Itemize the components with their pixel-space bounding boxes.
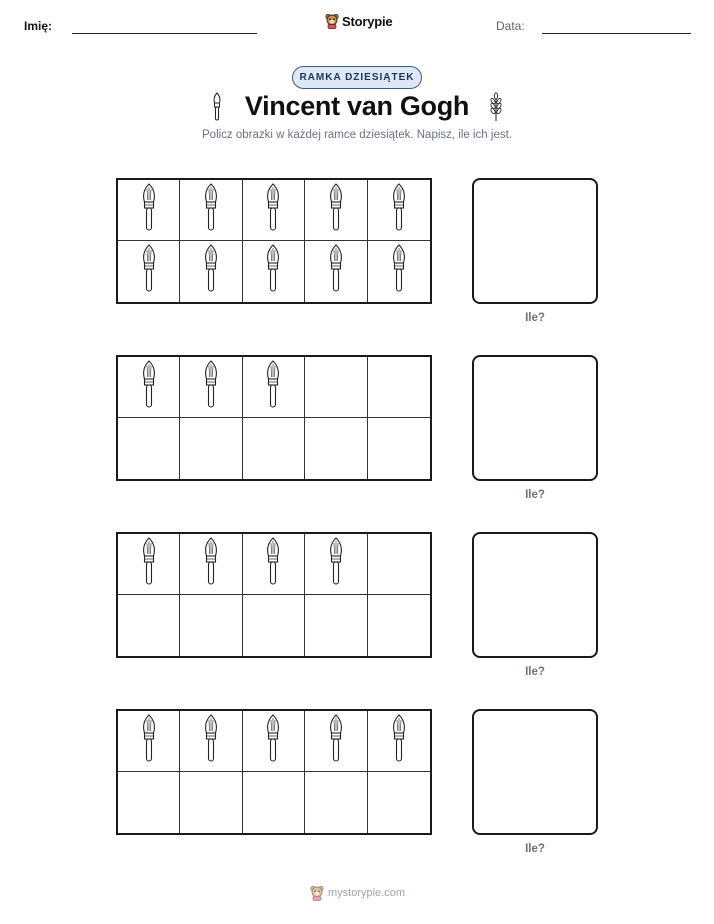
paintbrush-icon: [325, 244, 347, 299]
answer-label: Ile?: [525, 666, 545, 678]
paintbrush-icon: [138, 537, 160, 592]
frame-cell: [118, 534, 180, 595]
frame-cell: [180, 418, 242, 479]
frame-cell: [118, 595, 180, 656]
footer-website: mystorypie.com: [328, 887, 406, 899]
frame-cell: [305, 180, 367, 241]
frame-cell: [243, 595, 305, 656]
frame-cell: [305, 534, 367, 595]
name-label: Imię:: [24, 19, 53, 33]
date-label: Data:: [496, 19, 525, 33]
frame-cell: [368, 241, 430, 302]
instructions: Policz obrazki w każdej ramce dziesiątek. Napisz, ile ich jest.: [202, 129, 512, 141]
frame-cell: [243, 357, 305, 418]
frame-cell: [368, 180, 430, 241]
paintbrush-icon: [388, 244, 410, 299]
name-line[interactable]: [72, 33, 257, 34]
frame-cell: [180, 241, 242, 302]
ten-frame: [116, 532, 432, 658]
paintbrush-icon: [325, 183, 347, 238]
frame-cell: [305, 711, 367, 772]
frame-cell: [368, 595, 430, 656]
frame-cell: [118, 418, 180, 479]
paintbrush-icon: [200, 244, 222, 299]
frame-cell: [180, 180, 242, 241]
frame-cell: [180, 595, 242, 656]
paintbrush-icon: [262, 714, 284, 769]
wheat-icon: [488, 92, 504, 122]
date-line[interactable]: [542, 33, 691, 34]
answer-box[interactable]: [472, 709, 598, 835]
paintbrush-icon: [200, 183, 222, 238]
page-title: Vincent van Gogh: [244, 91, 470, 121]
frame-cell: [118, 241, 180, 302]
bear-logo-icon: [310, 885, 324, 901]
worksheet-type-badge: RAMKA DZIESIĄTEK: [292, 66, 422, 89]
bear-logo-icon: [325, 13, 339, 29]
frame-cell: [118, 711, 180, 772]
frame-cell: [180, 534, 242, 595]
paintbrush-icon: [138, 360, 160, 415]
answer-label: Ile?: [525, 843, 545, 855]
frame-cell: [368, 711, 430, 772]
paintbrush-icon: [200, 714, 222, 769]
frame-cell: [118, 180, 180, 241]
paintbrush-icon: [138, 714, 160, 769]
frame-cell: [243, 241, 305, 302]
paintbrush-icon: [325, 537, 347, 592]
paintbrush-icon: [325, 714, 347, 769]
frame-cell: [368, 772, 430, 833]
paintbrush-icon: [262, 360, 284, 415]
frame-cell: [305, 595, 367, 656]
frame-cell: [243, 418, 305, 479]
frame-cell: [243, 534, 305, 595]
paintbrush-icon: [388, 183, 410, 238]
brand-name: Storypie: [342, 13, 393, 29]
frame-cell: [243, 772, 305, 833]
paintbrush-icon: [138, 244, 160, 299]
ten-frame: [116, 709, 432, 835]
paintbrush-icon: [262, 537, 284, 592]
frame-cell: [243, 711, 305, 772]
frame-cell: [305, 357, 367, 418]
frame-cell: [243, 180, 305, 241]
frame-cell: [305, 418, 367, 479]
answer-box[interactable]: [472, 532, 598, 658]
frame-cell: [118, 357, 180, 418]
ten-frame: [116, 355, 432, 481]
paintbrush-icon: [138, 183, 160, 238]
paintbrush-icon: [200, 537, 222, 592]
frame-cell: [368, 534, 430, 595]
frame-cell: [368, 418, 430, 479]
answer-box[interactable]: [472, 178, 598, 304]
frame-cell: [180, 357, 242, 418]
frame-cell: [180, 772, 242, 833]
frame-cell: [118, 772, 180, 833]
paintbrush-icon: [262, 244, 284, 299]
brand: [325, 13, 392, 29]
paintbrush-icon: [200, 360, 222, 415]
paintbrush-icon: [388, 714, 410, 769]
answer-label: Ile?: [525, 312, 545, 324]
answer-box[interactable]: [472, 355, 598, 481]
paintbrush-icon: [262, 183, 284, 238]
frame-cell: [180, 711, 242, 772]
ten-frame: [116, 178, 432, 304]
footer: [310, 885, 405, 901]
answer-label: Ile?: [525, 489, 545, 501]
frame-cell: [368, 357, 430, 418]
frame-cell: [305, 772, 367, 833]
frame-cell: [305, 241, 367, 302]
